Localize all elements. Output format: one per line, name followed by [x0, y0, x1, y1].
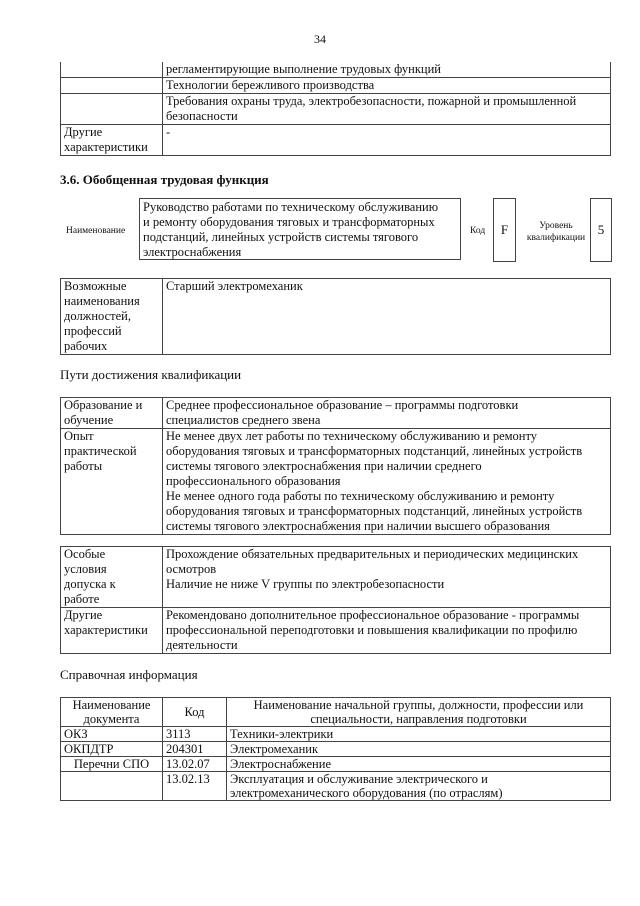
row-label: Опыт практической работы [61, 429, 163, 535]
positions-table [60, 278, 611, 355]
position-name: Старший электромеханик [166, 279, 303, 293]
paths-title: Пути достижения квалификации [60, 367, 242, 382]
row-label: Особые условия допуска к работе [61, 547, 163, 608]
header-name: Наименование начальной группы, должности, профессии или специальности, направления подготовки [227, 698, 611, 727]
level-label: Уровень квалификации [526, 221, 586, 243]
row-value [163, 94, 611, 125]
cell-name: Эксплуатация и обслуживание электрического и электромеханического оборудования (по отраслям) [227, 772, 611, 801]
level-value: 5 [590, 198, 612, 262]
table-row [61, 547, 611, 608]
row-value: Рекомендовано дополнительное профессиональное образование - программы профессиональной переподготовки и повышения квалификации по профилю деятельности [163, 608, 611, 654]
cell-code: 204301 [163, 742, 227, 757]
cell-doc: Перечни СПО [61, 757, 163, 772]
row-value: Прохождение обязательных предварительных и периодических медицинских осмотров Наличие не ниже V группы по электробезопасности [163, 547, 611, 608]
row-label: Возможные наименования должностей, профессий рабочих [61, 279, 163, 355]
knowledge-table [60, 62, 611, 156]
cell-name: Электромеханик [227, 742, 611, 757]
row-label: Образование и обучение [61, 398, 163, 429]
row-label [61, 94, 163, 125]
cell-doc: ОКПДТР [61, 742, 163, 757]
table-row [61, 757, 611, 772]
name-label: Наименование [66, 226, 126, 236]
text-line: - [166, 125, 171, 139]
row-value [163, 78, 611, 94]
text-line: безопасности [166, 109, 238, 123]
cell-code: 3113 [163, 727, 227, 742]
table-row [61, 742, 611, 757]
conditions-table [60, 546, 611, 654]
cell-name: Электроснабжение [227, 757, 611, 772]
header-code: Код [163, 698, 227, 727]
function-name-box: Руководство работами по техническому обслуживанию и ремонту оборудования тяговых и трансформаторных подстанций, линейных устройств системы тягового электроснабжения [139, 198, 461, 260]
table-row [61, 125, 611, 156]
cell-code: 13.02.07 [163, 757, 227, 772]
text-line: Технологии бережливого производства [166, 78, 375, 92]
table-row [61, 398, 611, 429]
reference-title: Справочная информация [60, 667, 198, 682]
row-label: Другие характеристики [61, 125, 163, 156]
paths-table [60, 397, 611, 535]
cell-name: Техники-электрики [227, 727, 611, 742]
cell-doc: ОКЗ [61, 727, 163, 742]
row-label [61, 62, 163, 78]
table-row [61, 78, 611, 94]
row-label [61, 78, 163, 94]
table-row [61, 772, 611, 801]
cell-code: 13.02.13 [163, 772, 227, 801]
header-doc: Наименование документа [61, 698, 163, 727]
cell-doc [61, 772, 163, 801]
table-row [61, 429, 611, 535]
code-label: Код [470, 226, 486, 236]
table-row [61, 279, 611, 355]
table-row [61, 727, 611, 742]
page-number: 34 [314, 32, 326, 46]
row-value [163, 279, 611, 355]
reference-table [60, 697, 611, 801]
row-value [163, 62, 611, 78]
code-value: F [493, 198, 516, 262]
table-row [61, 62, 611, 78]
table-row [61, 94, 611, 125]
table-row [61, 608, 611, 654]
row-label: Другие характеристики [61, 608, 163, 654]
text-line: Требования охраны труда, электробезопасности, пожарной и промышленной [166, 94, 577, 108]
section-title: 3.6. Обобщенная трудовая функция [60, 172, 269, 187]
row-value: Не менее двух лет работы по техническому обслуживанию и ремонту оборудования тяговых и трансформаторных подстанций, линейных устройств системы тягового электроснабжения при наличии среднего профессионального образования Не менее одного года работы по техническому обслуживанию и ремонту оборудования тяговых и трансформаторных подстанций, линейных устройств системы тягового электроснабжения при наличии высшего образования [163, 429, 611, 535]
row-value [163, 125, 611, 156]
row-value: Среднее профессиональное образование – программы подготовки специалистов среднего звена [163, 398, 611, 429]
text-line: регламентирующие выполнение трудовых функций [166, 62, 441, 76]
table-header-row [61, 698, 611, 727]
